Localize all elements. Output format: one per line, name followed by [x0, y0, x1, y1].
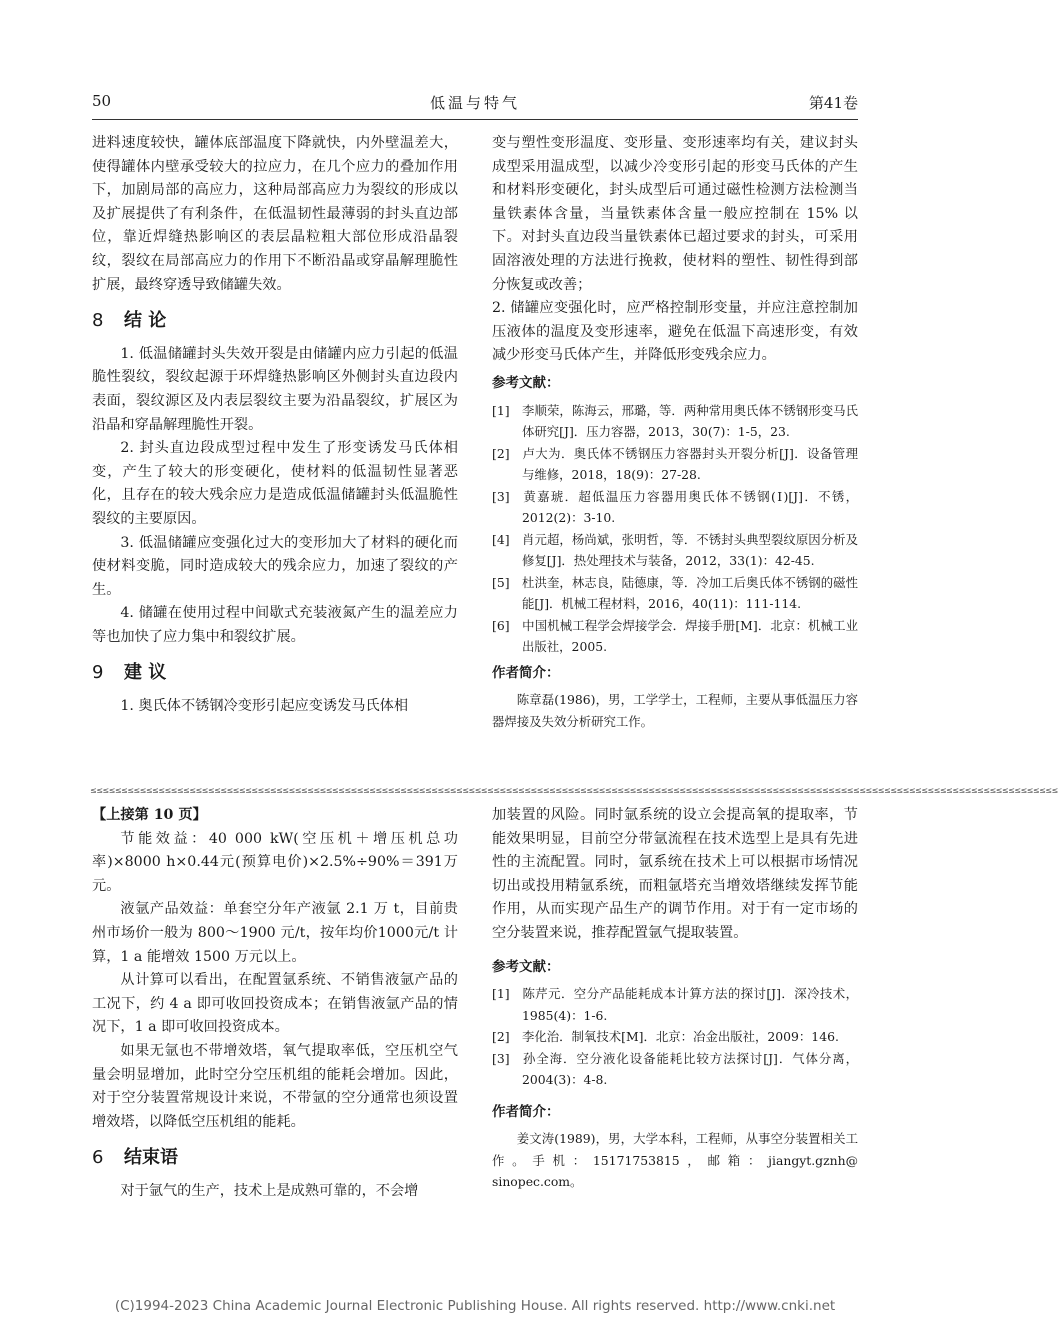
body-paragraph: 进料速度较快，罐体底部温度下降就快，内外壁温差大，使得罐体内壁承受较大的拉应力，在几个应力的叠加作用下，加剧局部的高应力，这种局部高应力为裂纹的形成以及扩展提供了有利条件，在低温韧性最薄弱的封头直边部位，靠近焊缝热影响区的表层晶粒粗大部位形成沿晶裂纹，裂纹在局部高应力的作用下不断沿晶或穿晶解理脆性扩展，最终穿透导致储罐失效。: [92, 135, 458, 293]
author-bio-heading: 作者简介：: [492, 1103, 560, 1120]
copyright-footer: (C)1994-2023 China Academic Journal Electronic Publishing House. All rights reserved. http://www.cnki.net: [114, 1298, 836, 1314]
volume-label: 第41卷: [808, 94, 858, 112]
top-left-column: [92, 132, 458, 719]
suggestion-item: 1. 奥氏体不锈钢冷变形引起应变诱发马氏体相: [120, 698, 409, 715]
top-right-column: [492, 132, 858, 732]
suggestion-item: 2. 储罐应变强化时，应严格控制形变量，并应注意控制加压液体的温度及变形速率，避免在低温下高速形变，有效减少形变马氏体产生，并降低形变残余应力。: [492, 300, 858, 364]
author-bio: 姜文涛(1989)，男，大学本科，工程师，从事空分装置相关工作。手机：15171753815，邮箱：jiangyt.gznh@ sinopec.com。: [492, 1131, 858, 1190]
body-paragraph: 从计算可以看出，在配置氩系统、不销售液氩产品的工况下，约 4 a 即可收回投资成本；在销售液氩产品的情况下，1 a 即可收回投资成本。: [92, 972, 458, 1036]
body-paragraph: 如果无氩也不带增效塔，氧气提取率低，空压机空气量会明显增加，此时空分空压机组的能耗会增加。因此，对于空分装置常规设计来说，不带氩的空分通常也须设置增效塔，以降低空压机组的能耗。: [92, 1042, 458, 1130]
conclusion-item: 4. 储罐在使用过程中间歇式充装液氮产生的温差应力等也加快了应力集中和裂纹扩展。: [92, 605, 458, 645]
reference-item: [1] 李顺荣，陈海云，邢璐，等．两种常用奥氏体不锈钢形变马氏体研究[J]．压力容器，2013，30(7)：1-5，23.: [492, 402, 858, 440]
references-heading: 参考文献：: [492, 374, 560, 391]
references-heading: 参考文献：: [492, 958, 560, 975]
conclusion-item: 1. 低温储罐封头失效开裂是由储罐内应力引起的低温脆性裂纹，裂纹起源于环焊缝热影响区外侧封头直边段内表面，裂纹源区及内表层裂纹主要为沿晶裂纹，扩展区为沿晶和穿晶解理脆性开裂。: [92, 345, 458, 433]
journal-title: 低温与特气: [429, 94, 520, 112]
section-heading: 8 结 论: [92, 310, 167, 332]
reference-item: [1] 陈芹元．空分产品能耗成本计算方法的探讨[J]．深冷技术，1985(4)：1-6.: [492, 986, 858, 1023]
author-bio-heading: 作者简介：: [492, 664, 560, 681]
conclusion-item: 2. 封头直边段成型过程中发生了形变诱发马氏体相变，产生了较大的形变硬化，使材料的低温韧性显著恶化，且存在的较大残余应力是造成低温储罐封头低温脆性裂纹的主要原因。: [92, 440, 458, 527]
header-rule: [92, 119, 858, 120]
conclusion-item: 3. 低温储罐应变强化过大的变形加大了材料的硬化而使材料变脆，同时造成较大的残余应力，加速了裂纹的产生。: [92, 534, 458, 598]
body-paragraph: 加装置的风险。同时氩系统的设立会提高氧的提取率，节能效果明显，目前空分带氩流程在技术选型上是具有先进性的主流配置。同时，氩系统在技术上可以根据市场情况切出或投用精氩系统，而粗氩塔充当增效塔继续发挥节能作用，从而实现产品生产的调节作用。对于有一定市场的空分装置来说，推荐配置氩气提取装置。: [492, 807, 858, 941]
body-paragraph: 液氩产品效益：单套空分年产液氩 2.1 万 t，目前贵州市场价一般为 800～1900 元/t，按年均价1000元/t 计算，1 a 能增效 1500 万元以上。: [92, 901, 458, 965]
reference-item: [3] 孙全海．空分液化设备能耗比较方法探讨[J]．气体分离，2004(3)：4-8.: [492, 1050, 858, 1088]
section-heading: 9 建 议: [92, 662, 167, 684]
body-paragraph: 对于氩气的生产，技术上是成熟可靠的，不会增: [120, 1182, 419, 1199]
reference-item: [5] 杜洪奎，林志良，陆德康，等．冷加工后奥氏体不锈钢的磁性能[J]．机械工程材料，2016，40(11)：111-114.: [492, 574, 858, 612]
bottom-right-column: [492, 804, 858, 1193]
reference-item: [2] 卢大为．奥氏体不锈钢压力容器封头开裂分析[J]．设备管理与维修，2018，18(9)：27-28.: [492, 445, 858, 483]
running-header: [92, 92, 858, 118]
body-paragraph: 节能效益：40 000 kW(空压机＋增压机总功率)×8000 h×0.44元(预算电价)×2.5%÷90%＝391万元。: [92, 830, 458, 894]
reference-item: [3] 黄嘉琥．超低温压力容器用奥氏体不锈钢(Ⅰ)[J]．不锈，2012(2)：3-10.: [492, 488, 858, 526]
section-heading: 6 结束语: [92, 1147, 178, 1169]
page-number: 50: [92, 92, 112, 110]
reference-item: [2] 李化治．制氧技术[M]．北京：冶金出版社，2009：146.: [492, 1029, 839, 1045]
bottom-left-column: [92, 804, 458, 1204]
reference-item: [4] 肖元超，杨尚斌，张明哲，等．不锈封头典型裂纹原因分析及修复[J]．热处理技术与装备，2012，33(1)：42-45.: [492, 531, 858, 569]
article-separator: ≤≤≤≤≤≤≤≤≤≤≤≤≤≤≤≤≤≤≤≤≤≤≤≤≤≤≤≤≤≤≤≤≤≤≤≤≤≤≤≤≤≤≤≤≤≤≤≤≤≤≤≤≤≤≤≤≤≤≤≤≤≤≤≤≤≤≤≤≤≤≤≤≤≤≤≤≤≤≤≤≤≤≤≤≤≤≤≤≤≤≤≤≤≤≤≤≤≤≤≤≤≤≤≤≤≤≤≤≤≤≤≤≤≤≤≤≤≤≤≤≤≤≤≤≤≤≤≤≤≤≤≤≤≤≤≤≤≤≤≤≤≤≤≤≤≤≤≤≤≤≤≤≤≤≤≤: [90, 786, 1058, 795]
continued-from-label: 【上接第 10 页】: [92, 807, 207, 823]
reference-item: [6] 中国机械工程学会焊接学会．焊接手册[M]．北京：机械工业出版社，2005.: [492, 617, 858, 655]
body-paragraph: 变与塑性变形温度、变形量、变形速率均有关，建议封头成型采用温成型，以减少冷变形引起的形变马氏体的产生和材料形变硬化，封头成型后可通过磁性检测方法检测当量铁素体含量，当量铁素体含量一般应控制在 15% 以下。对封头直边段当量铁素体已超过要求的封头，可采用固溶液处理的方法进行挽救，使材料的塑性、韧性得到部分恢复或改善；: [492, 135, 858, 293]
author-bio: 陈章磊(1986)，男，工学学士，工程师，主要从事低温压力容器焊接及失效分析研究工作。: [492, 692, 858, 729]
